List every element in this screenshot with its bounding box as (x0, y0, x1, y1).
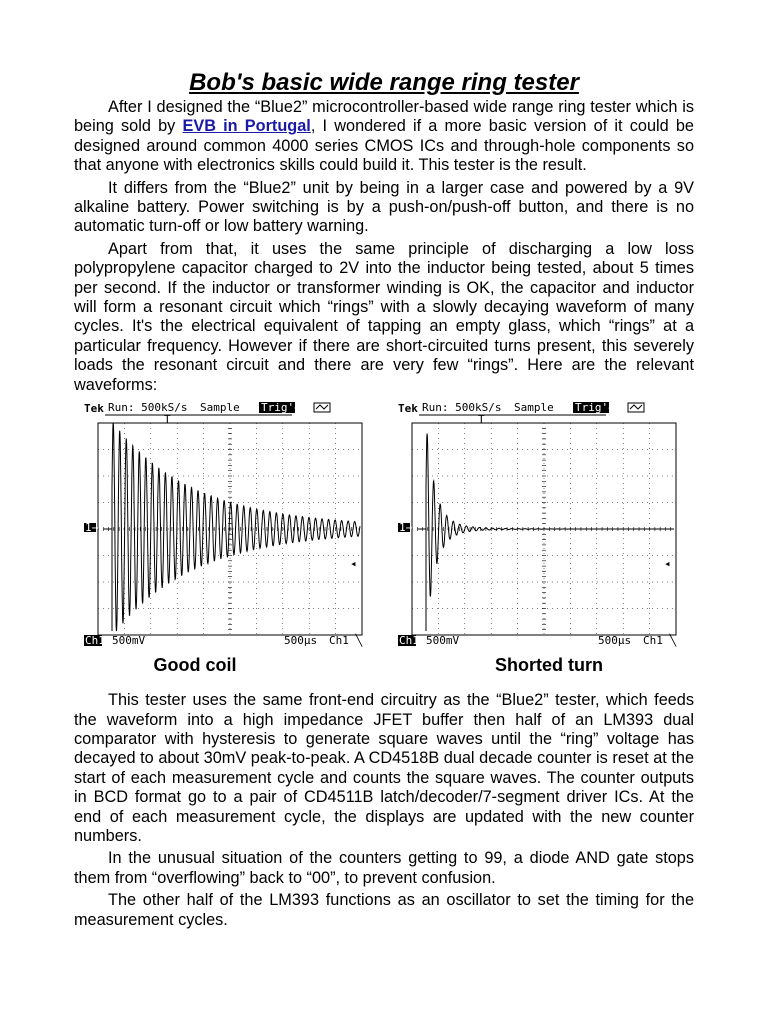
time-per-div: 500µs (598, 634, 632, 648)
caption-shorted-turn: Shorted turn (495, 655, 603, 676)
scope-acq-mode: Sample (514, 401, 554, 415)
volts-per-div: 500mV (426, 634, 460, 648)
scope-run-rate: Run: 500kS/s (422, 401, 502, 415)
scope-trig-status: Trig'd (261, 401, 301, 415)
intro-text-after: , I wondered if a more basic version of it could be designed around common 4000 series CMOS ICs and through-hole components so that anyone with electronics skills could build it. This tester is the result. (74, 117, 694, 175)
intro-paragraph (74, 98, 694, 176)
volts-per-div: 500mV (112, 634, 146, 648)
paragraph-differences: It differs from the “Blue2” unit by being in a larger case and powered by a 9V alkaline battery. Power switching is by a push-on/push-off button, and there is no automatic turn-off or low battery warning. (74, 178, 694, 236)
scope-brand: Tek (398, 402, 418, 416)
scope-brand: Tek (84, 402, 104, 416)
scope-run-rate: Run: 500kS/s (108, 401, 188, 415)
svg-text:1→: 1→ (85, 521, 99, 535)
trigger-source: Ch1 ╲ (329, 634, 363, 648)
page-title: Bob's basic wide range ring tester (189, 69, 579, 96)
svg-text:1→: 1→ (399, 521, 413, 535)
trigger-source: Ch1 ╲ (643, 634, 677, 648)
oscilloscope-figures (74, 401, 694, 691)
scope-shorted-turn (396, 401, 682, 691)
scope-acq-mode: Sample (200, 401, 240, 415)
paragraph-circuit: This tester uses the same front-end circuitry as the “Blue2” tester, which feeds the waveform into a high impedance JFET buffer then half of an LM393 dual comparator with hysteresis to generate square waves until the “ring” voltage has decayed to about 30mV peak-to-peak. A CD4518B dual decade counter is reset at the start of each measurement cycle and counts the square waves. The counter outputs in BCD format go to a pair of CD4511B latch/decoder/7-segment driver ICs. At the end of each measurement cycle, the displays are updated with the new counter numbers. (74, 691, 694, 845)
scope-good-coil-screen (82, 401, 368, 651)
page-content (74, 68, 694, 933)
trigger-position-marker: T (478, 413, 485, 427)
waveform-good-coil (104, 423, 360, 631)
paragraph-overflow: In the unusual situation of the counters getting to 99, a diode AND gate stops them from “overflowing” back to “00”, to prevent confusion. (74, 849, 694, 887)
trigger-level-marker: ◂ (664, 557, 671, 571)
scope-good-coil (82, 401, 368, 691)
evb-portugal-link[interactable]: EVB in Portugal (182, 117, 311, 136)
paragraph-oscillator: The other half of the LM393 functions as an oscillator to set the timing for the measurement cycles. (74, 891, 694, 929)
scope-trig-status: Trig'd (575, 401, 615, 415)
scope-shorted-turn-screen (396, 401, 682, 651)
time-per-div: 500µs (284, 634, 318, 648)
caption-good-coil: Good coil (153, 655, 237, 676)
intro-text-before: After I designed the “Blue2” microcontroller-based wide range ring tester which is being sold by (74, 98, 694, 136)
ch1-label: Ch1 (399, 634, 419, 648)
ch1-label: Ch1 (85, 634, 105, 648)
trigger-level-marker: ◂ (350, 557, 357, 571)
paragraph-principle: Apart from that, it uses the same principle of discharging a low loss polypropylene capacitor charged to 2V into the inductor being tested, about 5 times per second. If the inductor or transformer winding is OK, the capacitor and inductor will form a resonant circuit which “rings” with a slowly decaying waveform of many cycles. It's the electrical equivalent of tapping an empty glass, which “rings” at a particular frequency. However if there are short-circuited turns present, this severely loads the resonant circuit and there are very few “rings”. Here are the relevant waveforms: (74, 239, 694, 394)
waveform-shorted-turn (418, 434, 674, 631)
trigger-position-marker: T (164, 413, 171, 427)
